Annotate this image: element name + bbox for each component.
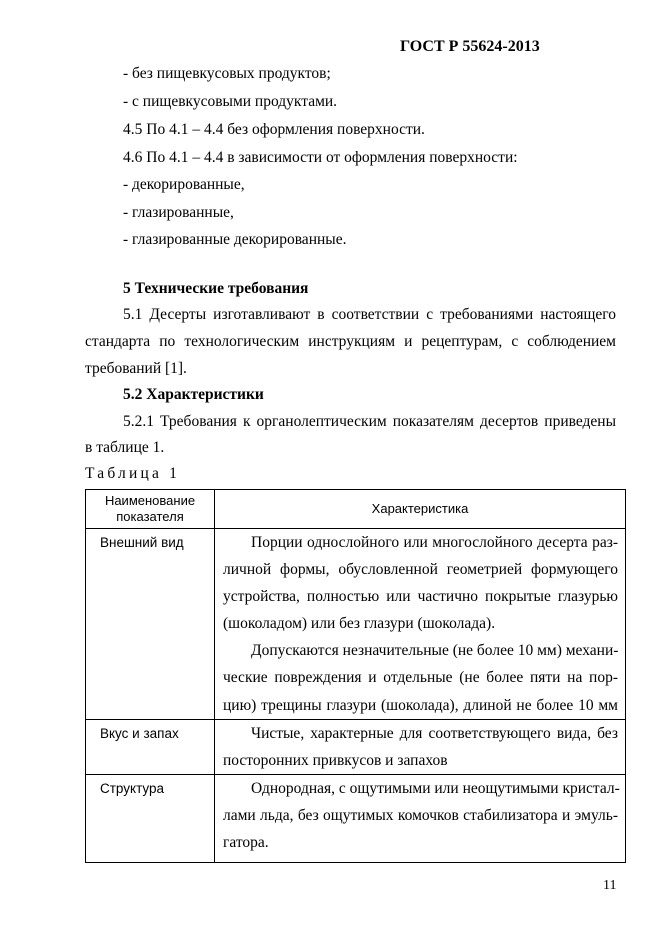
table-row	[86, 719, 626, 774]
table-caption: Таблица 1	[85, 465, 181, 482]
list-item: - глазированные,	[123, 204, 234, 221]
characteristic-cell	[215, 774, 626, 862]
characteristic-line: (шоколадом) или без глазури (шоколада).	[223, 615, 496, 633]
indicator-name: Вкус и запах	[86, 719, 215, 774]
characteristic-line: ческие повреждения и отдельные (не более пяти на пор-	[223, 669, 618, 687]
table-row	[86, 774, 626, 862]
paragraph-line: требований [1].	[85, 360, 187, 377]
table-row	[86, 529, 626, 720]
characteristic-line: Чистые, характерные для соответствующего вида, без	[251, 724, 618, 742]
column-header-characteristic: Характеристика	[215, 490, 626, 529]
characteristic-line: лами льда, без ощутимых комочков стабилизатора и эмуль-	[223, 806, 618, 824]
characteristic-line: Порции однослойного или многослойного десерта раз-	[251, 534, 618, 551]
column-header-indicator	[86, 490, 215, 529]
list-item: - с пищевкусовыми продуктами.	[123, 93, 338, 110]
characteristic-cell	[215, 529, 626, 720]
characteristic-line: Однородная, с ощутимыми или неощутимыми кристал-	[251, 779, 620, 797]
list-item: - без пищевкусовых продуктов;	[123, 65, 331, 82]
clause-4-5: 4.5 По 4.1 – 4.4 без оформления поверхности.	[123, 121, 425, 138]
column-header-line: Наименование	[104, 493, 196, 508]
paragraph-line: в таблице 1.	[85, 439, 165, 456]
paragraph-line: 5.1 Десерты изготавливают в соответствии с требованиями настоящего	[123, 306, 616, 323]
paragraph-line: стандарта по технологическим инструкциям и рецептурам, с соблюдением	[85, 333, 616, 350]
characteristic-line: гатора.	[223, 834, 269, 852]
column-header-line: показателя	[116, 509, 184, 524]
characteristic-line: посторонних привкусов и запахов	[223, 751, 448, 769]
indicator-name: Внешний вид	[86, 529, 215, 720]
indicator-name: Структура	[86, 774, 215, 862]
table-header-row	[86, 490, 626, 529]
characteristic-line: Допускаются незначительные (не более 10 мм) механи-	[251, 642, 619, 660]
characteristic-line: устройства, полностью или частично покрытые глазурью	[223, 588, 618, 606]
subsection-heading: 5.2 Характеристики	[123, 386, 264, 403]
characteristic-line: цию) трещины глазури (шоколада), длиной не более 10 мм	[223, 696, 618, 714]
paragraph-line: 5.2.1 Требования к органолептическим показателям десертов приведены	[123, 413, 616, 430]
characteristic-cell	[215, 719, 626, 774]
characteristics-table	[85, 489, 626, 863]
list-item: - глазированные декорированные.	[123, 231, 347, 248]
document-code: ГОСТ Р 55624-2013	[400, 38, 540, 55]
section-heading: 5 Технические требования	[123, 280, 309, 297]
characteristic-line: личной формы, обусловленной геометрией формующего	[223, 561, 618, 579]
list-item: - декорированные,	[123, 176, 245, 193]
page-number: 11	[603, 878, 617, 893]
clause-4-6: 4.6 По 4.1 – 4.4 в зависимости от оформления поверхности:	[123, 149, 518, 166]
